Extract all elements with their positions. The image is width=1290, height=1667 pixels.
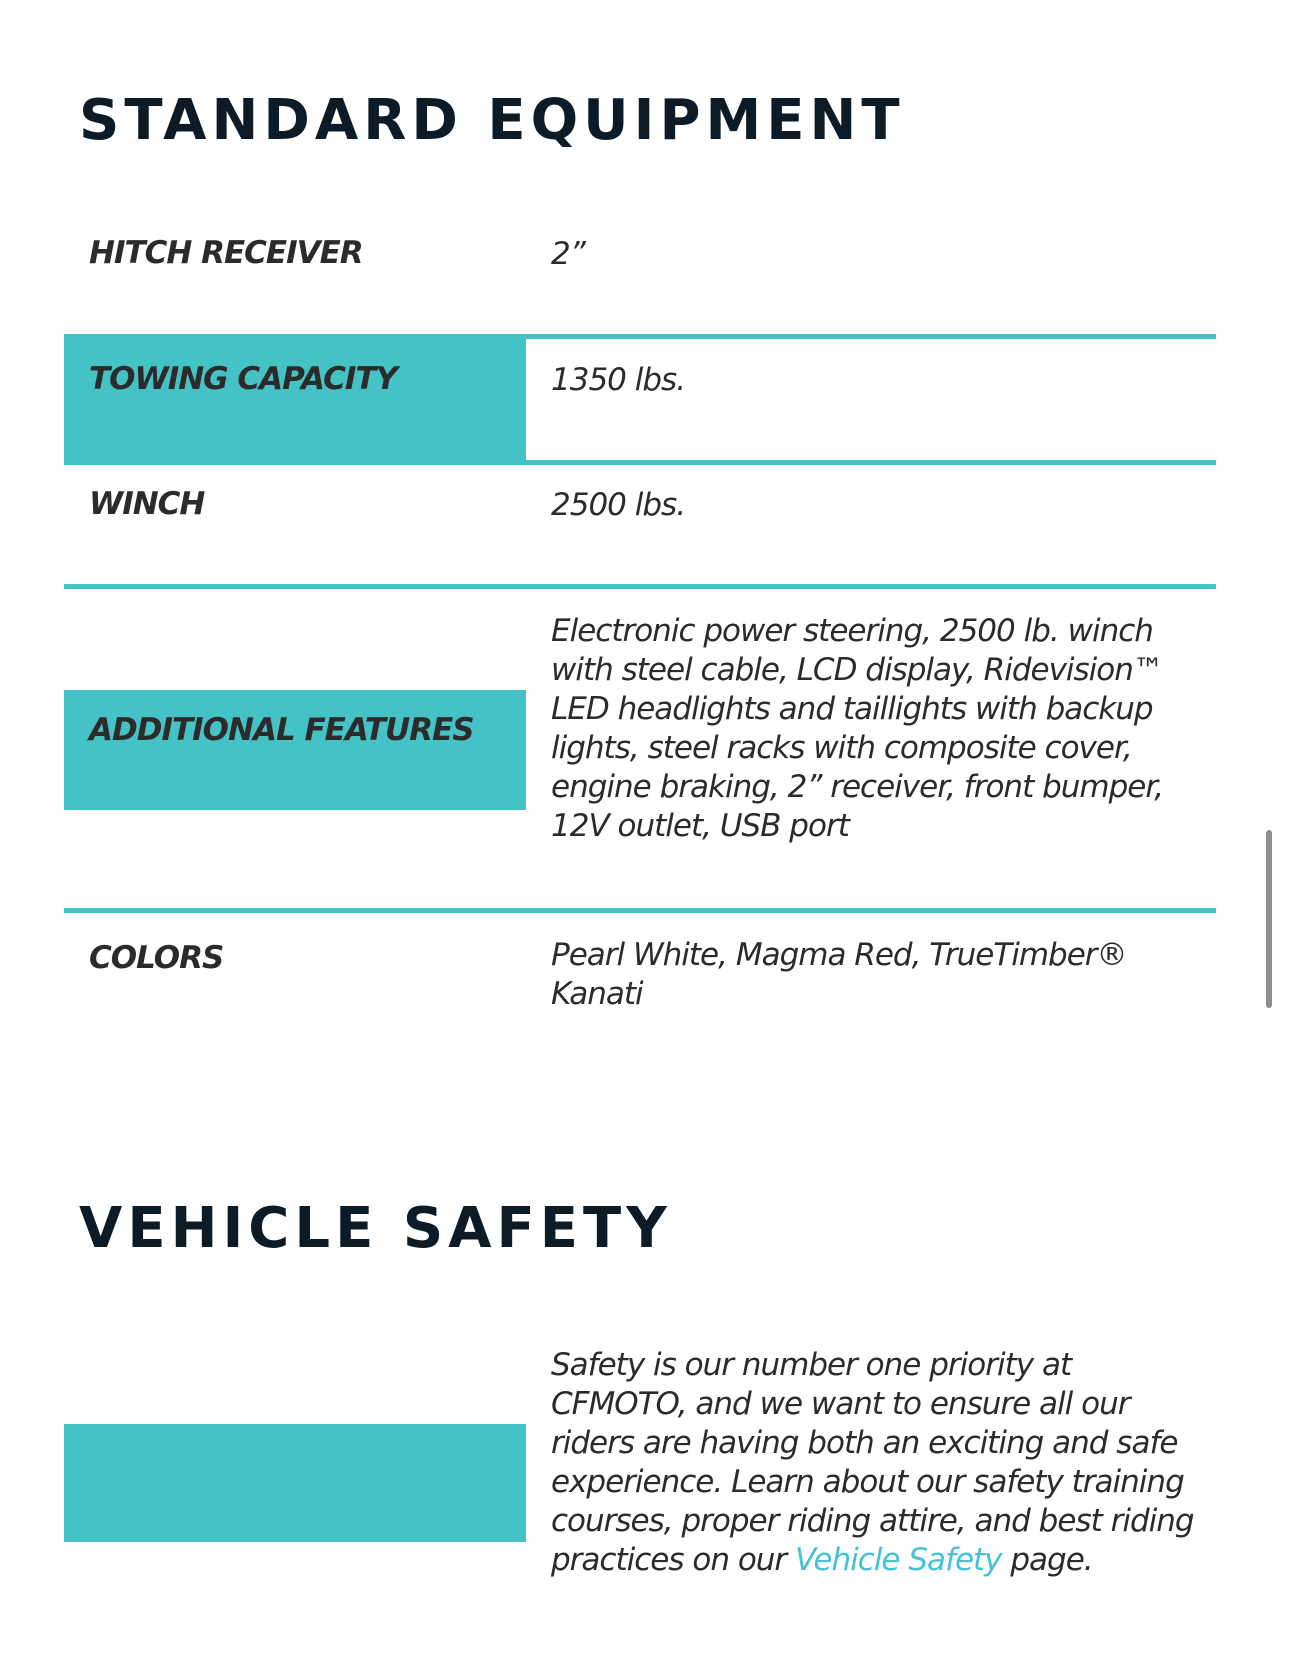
row-divider <box>64 460 1216 465</box>
vehicle-safety-title: VEHICLE SAFETY <box>79 1196 672 1261</box>
colors-value: Pearl White, Magma Red, TrueTimber® Kanati <box>551 937 1127 1012</box>
hitch-receiver-value: 2” <box>551 236 585 272</box>
towing-capacity-highlight <box>64 334 526 464</box>
colors-label: COLORS <box>89 940 224 976</box>
row-divider <box>64 584 1216 589</box>
towing-capacity-value: 1350 lbs. <box>551 362 686 398</box>
page-scrollbar[interactable] <box>1266 830 1272 1008</box>
vehicle-safety-body: Safety is our number one priority at CFMOTO, and we want to ensure all our riders are having both an exciting and safe experience. Learn about our safety training courses, proper riding attire, and best riding practices on our <box>551 1347 1194 1578</box>
additional-features-label: ADDITIONAL FEATURES <box>89 712 474 748</box>
additional-features-highlight <box>64 690 526 810</box>
towing-capacity-label: TOWING CAPACITY <box>89 361 397 397</box>
vehicle-safety-page-suffix: page. <box>1001 1542 1093 1578</box>
additional-features-value: Electronic power steering, 2500 lb. winch with steel cable, LCD display, Ridevision™ LED headlights and taillights with backup lights, steel racks with composite cover, engine braking, 2” receiver, front bumper, 12V outlet, USB port <box>551 613 1164 844</box>
vehicle-safety-text <box>551 1346 1201 1580</box>
hitch-receiver-label: HITCH RECEIVER <box>89 235 363 271</box>
winch-value: 2500 lbs. <box>551 487 686 523</box>
row-divider <box>64 908 1216 913</box>
vehicle-safety-link[interactable]: Vehicle Safety <box>795 1542 1002 1578</box>
winch-label: WINCH <box>89 486 205 522</box>
standard-equipment-title: STANDARD EQUIPMENT <box>79 88 905 153</box>
row-divider <box>64 334 1216 339</box>
vehicle-safety-highlight <box>64 1424 526 1542</box>
